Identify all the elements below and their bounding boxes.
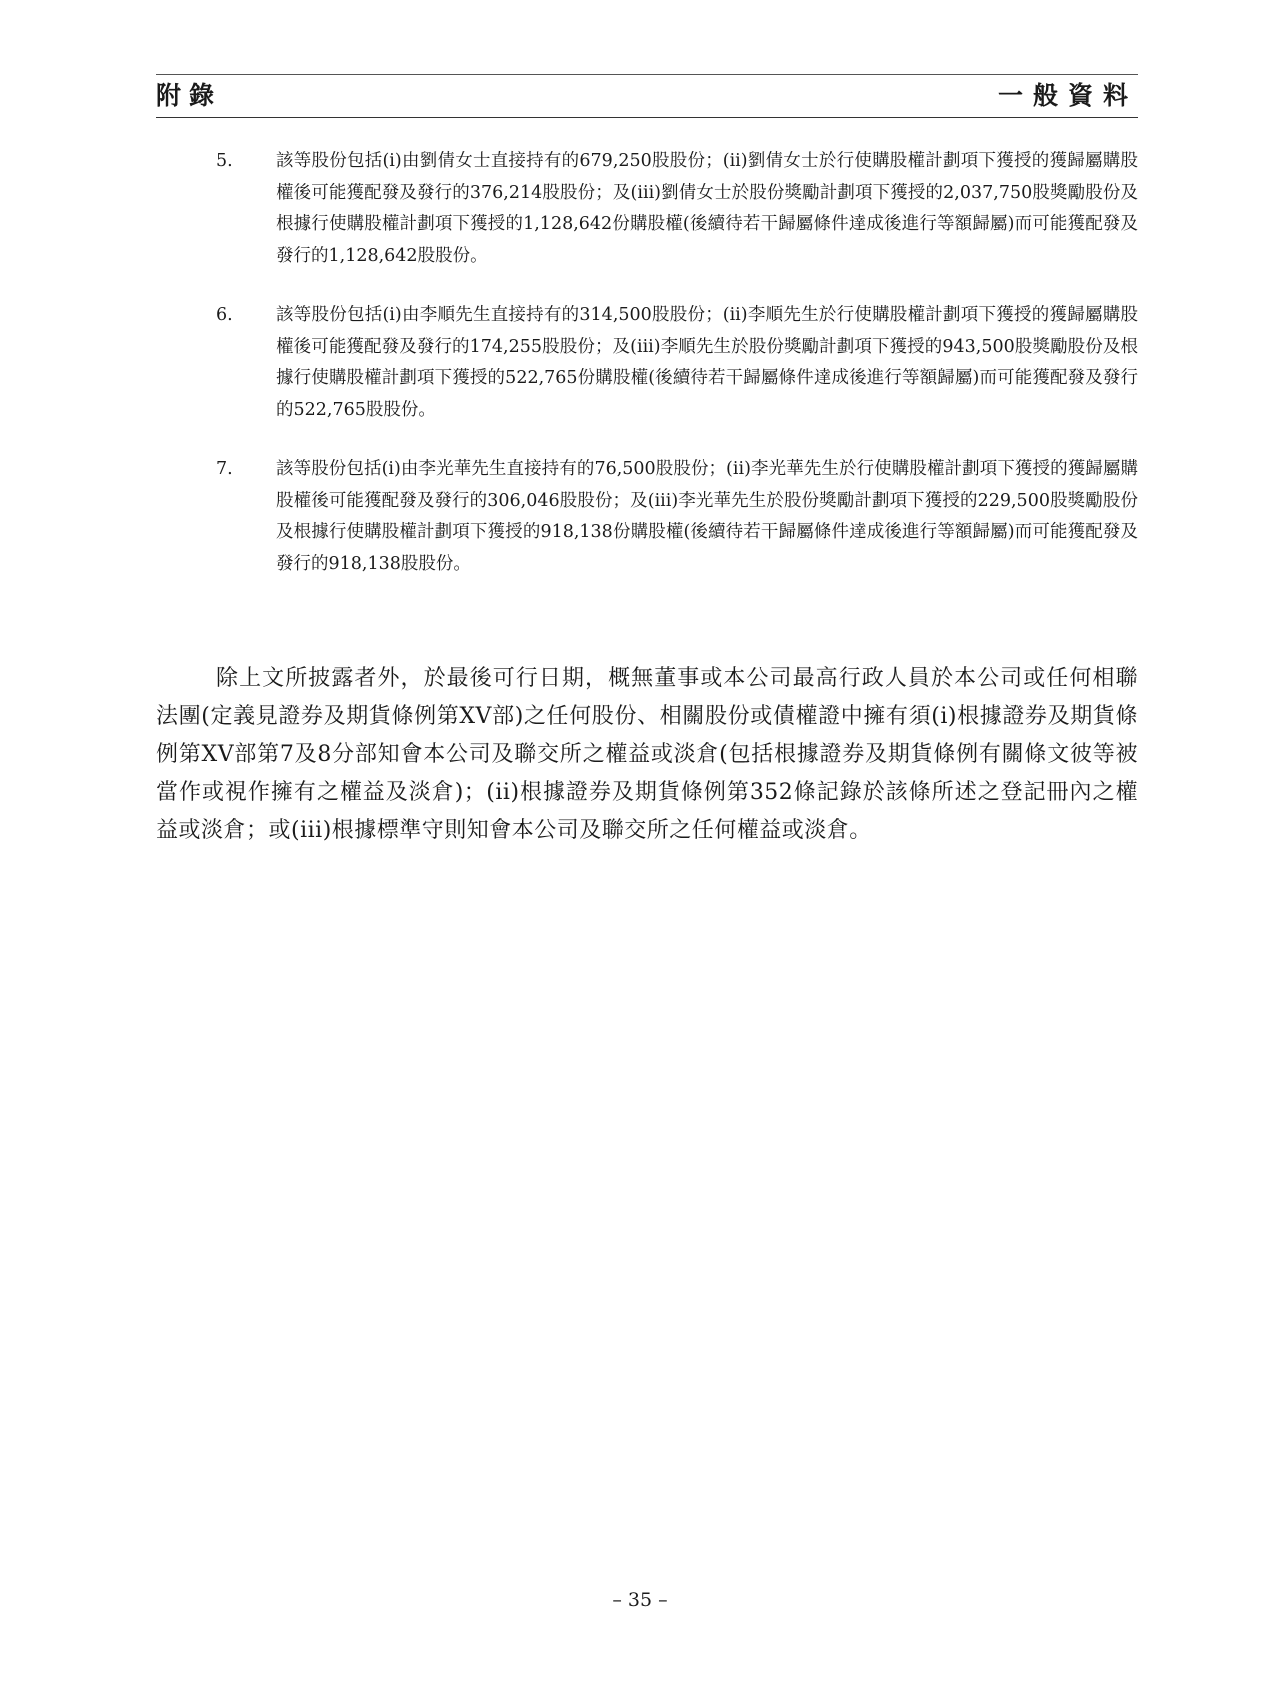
note-item bbox=[156, 146, 1138, 272]
header-bottom-rule bbox=[156, 117, 1138, 118]
page-number: – 35 – bbox=[612, 1589, 668, 1611]
header-section-label: 附錄 bbox=[156, 81, 223, 110]
note-item bbox=[156, 454, 1138, 580]
note-text: 該等股份包括(i)由李順先生直接持有的314,500股股份；(ii)李順先生於行使購股權計劃項下獲授的獲歸屬購股權後可能獲配發及發行的174,255股股份；及(iii)李順先生於股份獎勵計劃項下獲授的943,500股獎勵股份及根據行使購股權計劃項下獲授的522,765份購股權(後續待若干歸屬條件達成後進行等額歸屬)而可能獲配發及發行的522,765股股份。 bbox=[276, 305, 1138, 420]
notes-list bbox=[156, 146, 1138, 608]
note-number: 6. bbox=[216, 305, 233, 325]
header-section-title: 一般資料 bbox=[997, 81, 1138, 110]
note-item bbox=[156, 300, 1138, 426]
note-text: 該等股份包括(i)由劉倩女士直接持有的679,250股股份；(ii)劉倩女士於行使購股權計劃項下獲授的獲歸屬購股權後可能獲配發及發行的376,214股股份；及(iii)劉倩女士於股份獎勵計劃項下獲授的2,037,750股獎勵股份及根據行使購股權計劃項下獲授的1,128,642份購股權(後續待若干歸屬條件達成後進行等額歸屬)而可能獲配發及發行的1,128,642股股份。 bbox=[276, 151, 1138, 266]
note-number: 7. bbox=[216, 459, 233, 479]
body-paragraph: 除上文所披露者外，於最後可行日期，概無董事或本公司最高行政人員於本公司或任何相聯法團(定義見證券及期貨條例第XV部)之任何股份、相關股份或債權證中擁有須(i)根據證券及期貨條例第XV部第7及8分部知會本公司及聯交所之權益或淡倉(包括根據證券及期貨條例有關條文彼等被當作或視作擁有之權益及淡倉)；(ii)根據證券及期貨條例第352條記錄於該條所述之登記冊內之權益或淡倉；或(iii)根據標準守則知會本公司及聯交所之任何權益或淡倉。 bbox=[156, 666, 1138, 843]
header-top-rule bbox=[156, 74, 1138, 75]
note-number: 5. bbox=[216, 151, 233, 171]
note-text: 該等股份包括(i)由李光華先生直接持有的76,500股股份；(ii)李光華先生於行使購股權計劃項下獲授的獲歸屬購股權後可能獲配發及發行的306,046股股份；及(iii)李光華先生於股份獎勵計劃項下獲授的229,500股獎勵股份及根據行使購股權計劃項下獲授的918,138份購股權(後續待若干歸屬條件達成後進行等額歸屬)而可能獲配發及發行的918,138股股份。 bbox=[276, 459, 1138, 574]
